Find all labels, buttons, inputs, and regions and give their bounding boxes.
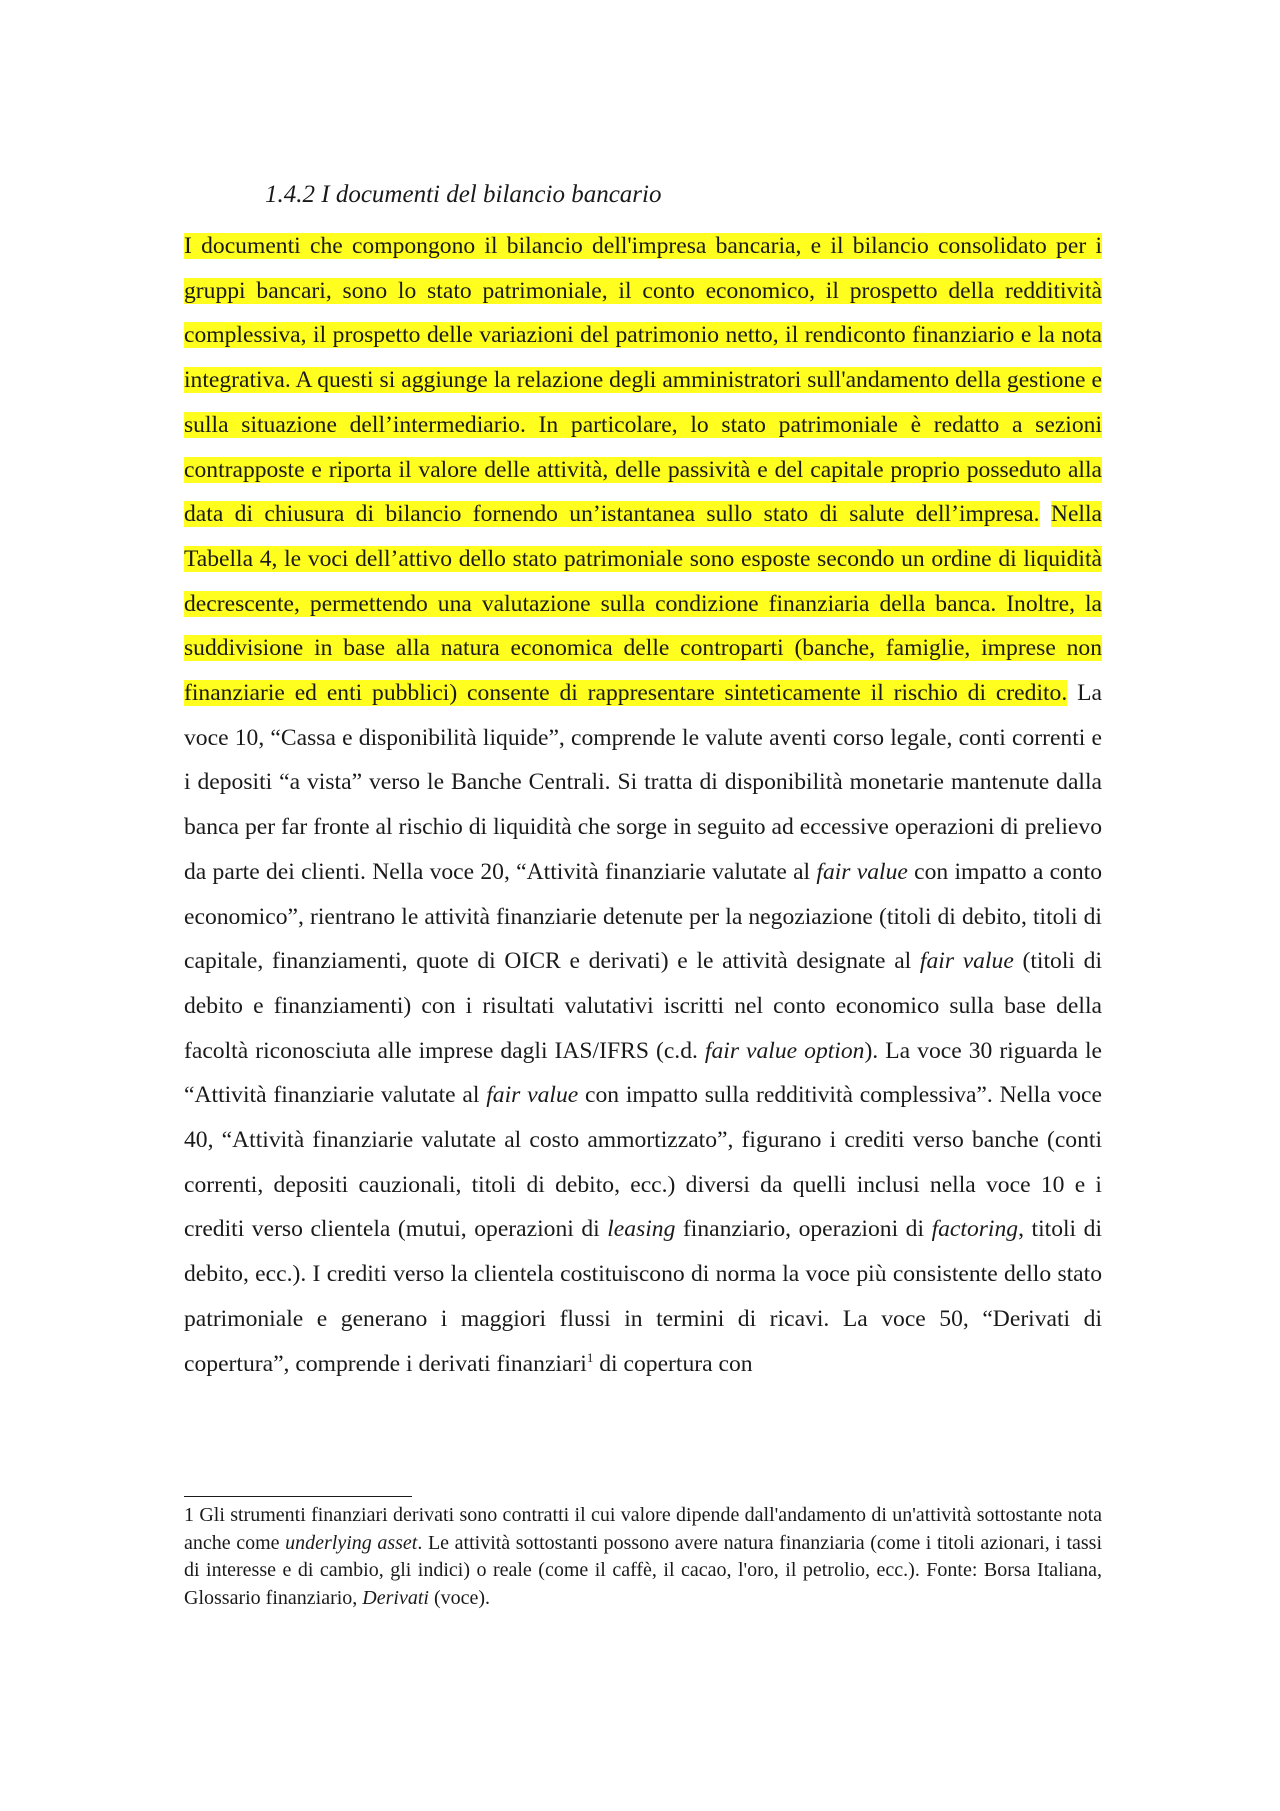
footnote-number: 1 (184, 1504, 194, 1526)
footnote-text: (voce). (428, 1587, 491, 1610)
italic-term: fair value (816, 858, 908, 885)
body-paragraph (184, 224, 1102, 1386)
footnote-separator (184, 1496, 412, 1497)
body-text: ). La voce 30 riguarda le “Attività finanziarie valutate al (184, 1037, 1102, 1109)
body-text: di copertura con (593, 1350, 753, 1377)
footnote-italic: Derivati (362, 1587, 429, 1610)
highlighted-text: I documenti che compongono il bilancio dell'impresa bancaria, e il bilancio consolidato per i gruppi bancari, sono lo stato patrimoniale, il conto economico, il prospetto della redditività complessiva, il prospetto delle variazioni del patrimonio netto, il rendiconto finanziario e la nota integrativa. A questi si aggiunge la relazione degli amministratori sull'andamento della gestione e sulla situazione dell’intermediario. In particolare, lo stato patrimoniale è redatto a sezioni contrapposte e riporta il valore delle attività, delle passività e del capitale proprio posseduto alla data di chiusura di bilancio fornendo un’istantanea sullo stato di salute dell’impresa. (184, 233, 1102, 528)
body-text: finanziario, operazioni di (675, 1216, 932, 1243)
italic-term: fair value (486, 1082, 579, 1109)
italic-term: factoring (931, 1216, 1019, 1243)
body-text: La voce 10, “Cassa e disponibilità liquide”, comprende le valute aventi corso legale, conti correnti e i depositi “a vista” verso le Banche Centrali. Si tratta di disponibilità monetarie mantenute dalla banca per far fronte al rischio di liquidità che sorge in seguito ad eccessive operazioni di prelievo da parte dei clienti. Nella voce 20, “Attività finanziarie valutate al (184, 680, 1102, 885)
footnote-italic: underlying asset (285, 1531, 418, 1554)
body-text: (titoli di debito e finanziamenti) con i risultati valutativi iscritti nel conto economico sulla base della facoltà riconosciuta alle imprese dagli IAS/IFRS (c.d. (184, 948, 1102, 1064)
italic-term: fair value (919, 948, 1014, 975)
italic-term: fair value option (704, 1037, 865, 1064)
body-text: con impatto a conto economico”, rientrano le attività finanziarie detenute per la negoziazione (titoli di debito, titoli di capitale, finanziamenti, quote di OICR e derivati) e le attività designate al (184, 858, 1102, 975)
section-title: 1.4.2 I documenti del bilancio bancario (265, 181, 662, 208)
footnote-text: Gli strumenti finanziari derivati sono contratti il cui valore dipende dall'andamento di un'attività sottostante nota anche come (184, 1504, 1102, 1554)
body-text: , titoli di debito, ecc.). I crediti verso la clientela costituiscono di norma la voce più consistente dello stato patrimoniale e generano i maggiori flussi in termini di ricavi. La voce 50, “Derivati di copertura”, comprende i derivati finanziari (184, 1216, 1102, 1377)
footnote-text: . Le attività sottostanti possono avere natura finanziaria (come i titoli azionari, i tassi di interesse e di cambio, gli indici) o reale (come il caffè, il cacao, l'oro, il petrolio, ecc.). Fonte: Borsa Italiana, Glossario finanziario, (184, 1531, 1103, 1610)
footnote-reference[interactable]: 1 (586, 1349, 594, 1365)
footnote (184, 1502, 1102, 1613)
highlighted-text: Nella Tabella 4, le voci dell’attivo dello stato patrimoniale sono esposte secondo un ordine di liquidità decrescente, permettendo una valutazione sulla condizione finanziaria della banca. Inoltre, la suddivisione in base alla natura economica delle controparti (banche, famiglie, imprese non finanziarie ed enti pubblici) consente di rappresentare sinteticamente il rischio di credito. (184, 501, 1102, 707)
italic-term: leasing (607, 1216, 676, 1243)
body-text: con impatto sulla redditività complessiva”. Nella voce 40, “Attività finanziarie valutate al costo ammortizzato”, figurano i crediti verso banche (conti correnti, depositi cauzionali, titoli di debito, ecc.) diversi da quelli inclusi nella voce 10 e i crediti verso clientela (mutui, operazioni di (184, 1082, 1102, 1243)
